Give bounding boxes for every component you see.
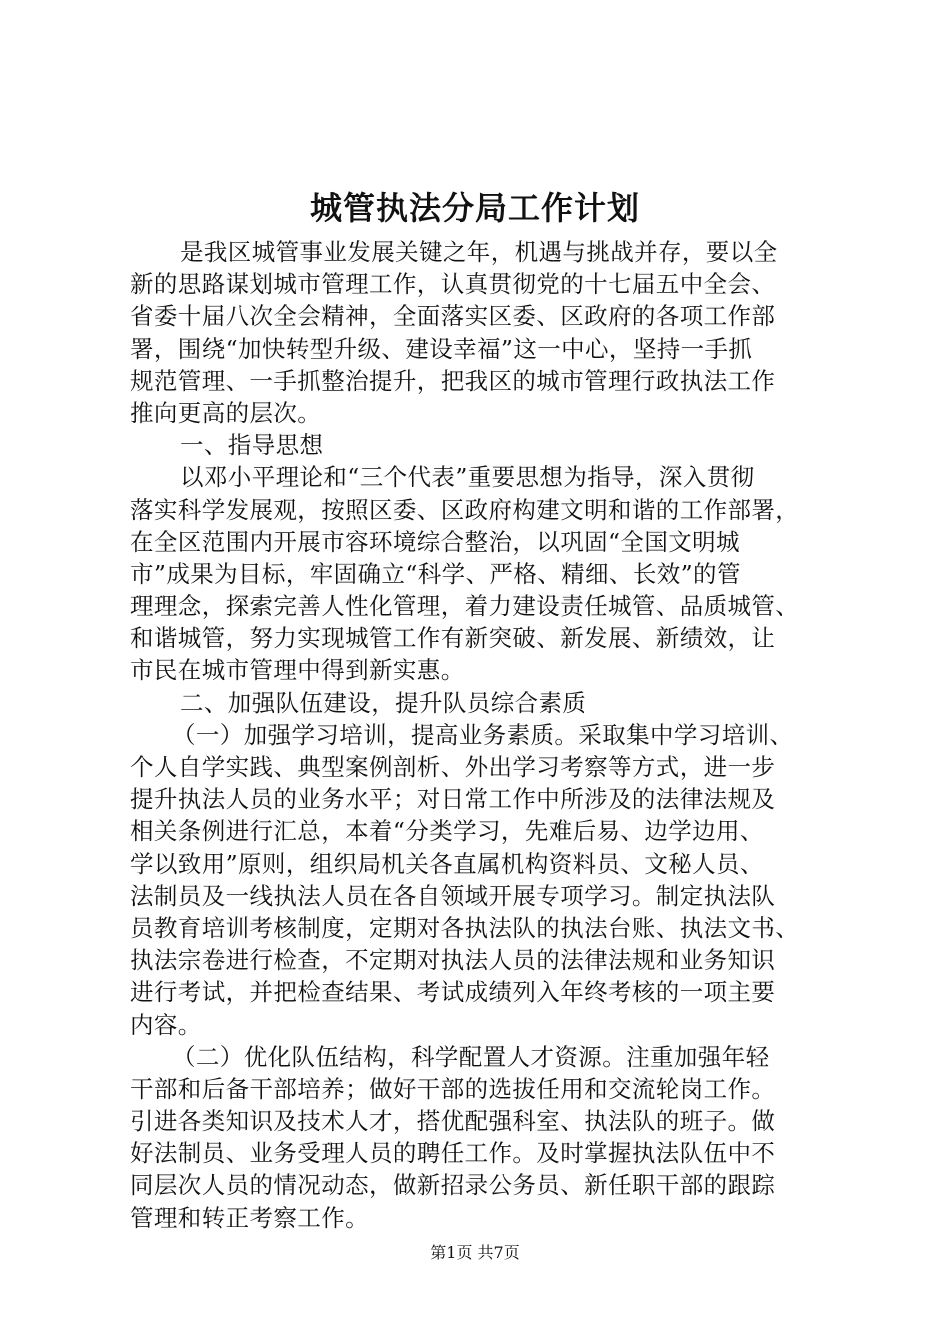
paragraph-line: 规范管理、一手抓整治提升，把我区的城市管理行政执法工作 <box>130 366 776 395</box>
paragraph-line: 员教育培训考核制度，定期对各执法队的执法台账、执法文书、 <box>130 913 800 942</box>
paragraph-line: 新的思路谋划城市管理工作，认真贯彻党的十七届五中全会、 <box>130 270 776 299</box>
paragraph-line: 理理念，探索完善人性化管理，着力建设责任城管、品质城管、 <box>130 592 800 621</box>
paragraph-line: 法制员及一线执法人员在各自领域开展专项学习。制定执法队 <box>130 881 776 910</box>
paragraph-line: 好法制员、业务受理人员的聘任工作。及时掌握执法队伍中不 <box>130 1139 776 1168</box>
paragraph-line: 市”成果为目标，牢固确立“科学、严格、精细、长效”的管 <box>130 559 741 588</box>
paragraph-line: 内容。 <box>130 1010 202 1039</box>
paragraph-line: 相关条例进行汇总，本着“分类学习，先难后易、边学边用、 <box>130 817 764 846</box>
paragraph-line: 以邓小平理论和“三个代表”重要思想为指导，深入贯彻 <box>180 463 755 492</box>
paragraph-line: 和谐城管，努力实现城管工作有新突破、新发展、新绩效，让 <box>130 624 776 653</box>
paragraph-line: 落实科学发展观，按照区委、区政府构建文明和谐的工作部署， <box>130 495 800 524</box>
page-number: 第1页 共7页 <box>430 1243 520 1262</box>
paragraph-line: 干部和后备干部培养；做好干部的选拔任用和交流轮岗工作。 <box>130 1074 776 1103</box>
paragraph-line: （二）优化队伍结构，科学配置人才资源。注重加强年轻 <box>172 1042 770 1071</box>
paragraph-line: 是我区城管事业发展关键之年，机遇与挑战并存，要以全 <box>180 238 778 266</box>
paragraph-line: 省委十届八次全会精神，全面落实区委、区政府的各项工作部 <box>130 302 776 331</box>
paragraph-line: 管理和转正考察工作。 <box>130 1203 369 1232</box>
paragraph-line: 提升执法人员的业务水平；对日常工作中所涉及的法律法规及 <box>130 785 776 814</box>
paragraph-line: 个人自学实践、典型案例剖析、外出学习考察等方式，进一步 <box>130 753 776 781</box>
paragraph-line: 执法宗卷进行检查，不定期对执法人员的法律法规和业务知识 <box>130 946 776 975</box>
paragraph-line: 同层次人员的情况动态，做新招录公务员、新任职干部的跟踪 <box>130 1171 776 1200</box>
paragraph-line: 署，围绕“加快转型升级、建设幸福”这一中心，坚持一手抓 <box>130 334 753 363</box>
paragraph-line: （一）加强学习培训，提高业务素质。采取集中学习培训、 <box>172 720 794 749</box>
section-heading: 二、加强队伍建设，提升队员综合素质 <box>180 688 587 717</box>
document-title: 城管执法分局工作计划 <box>309 189 640 227</box>
paragraph-line: 学以致用”原则，组织局机关各直属机构资料员、文秘人员、 <box>130 849 764 878</box>
paragraph-line: 在全区范围内开展市容环境综合整治，以巩固“全国文明城 <box>130 527 740 556</box>
document-body <box>130 236 835 1234</box>
paragraph-line: 推向更高的层次。 <box>130 398 322 427</box>
paragraph-line: 进行考试，并把检查结果、考试成绩列入年终考核的一项主要 <box>130 978 776 1007</box>
paragraph-line: 引进各类知识及技术人才，搭优配强科室、执法队的班子。做 <box>130 1107 776 1136</box>
section-heading: 一、指导思想 <box>180 431 324 460</box>
paragraph-line: 市民在城市管理中得到新实惠。 <box>130 656 465 685</box>
